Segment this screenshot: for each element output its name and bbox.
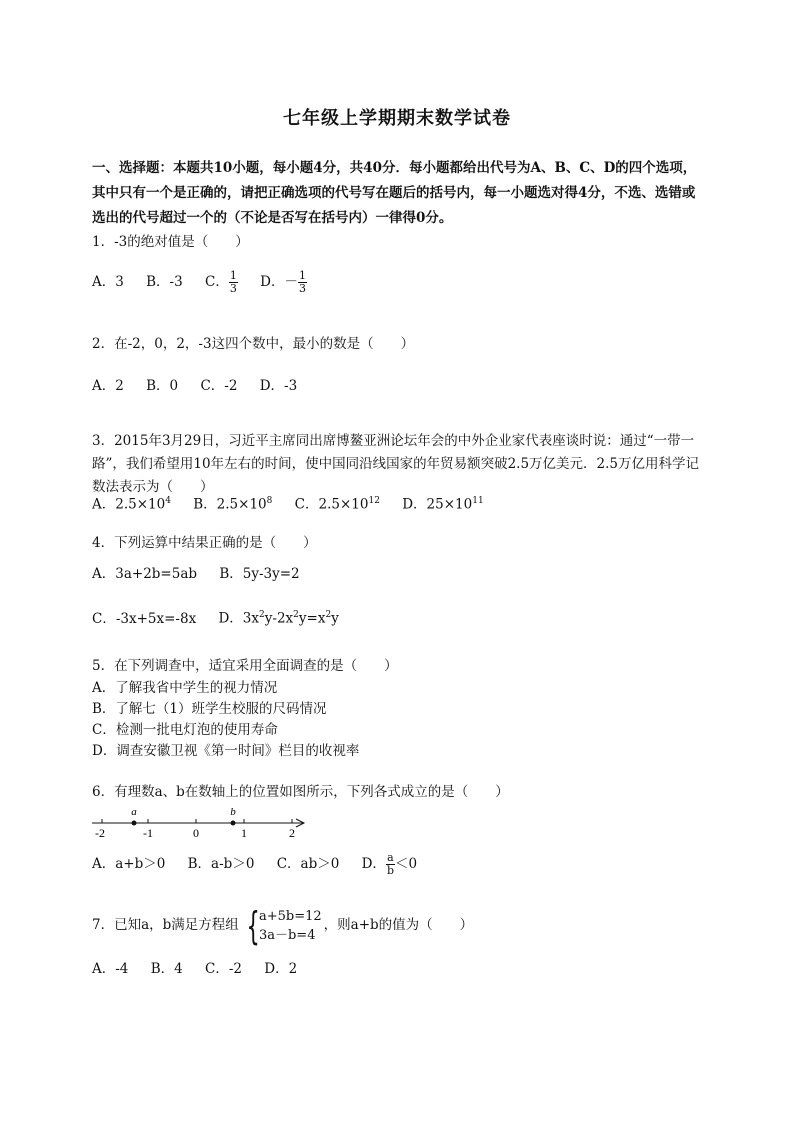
q2-option-d: D．-3: [259, 378, 298, 394]
q7-option-c: C．-2: [205, 961, 242, 977]
q3-option-c: C．$2.5\times 10^{12}$: [294, 496, 380, 513]
point-a-label: a: [131, 806, 137, 818]
q1-option-c: C． $\frac{1}{3}$: [205, 269, 237, 295]
q1-option-c-fraction: $\frac{1}{3}$: [229, 269, 237, 295]
q3-option-d: D．$25\times 10^{11}$: [402, 496, 484, 513]
question-4-options-row-2: [92, 603, 712, 631]
question-4-stem: 4．下列运算中结果正确的是（ ）: [92, 535, 317, 551]
equation-1: a+5b=12: [258, 908, 322, 924]
q6-option-c: C．ab＞0: [276, 856, 340, 872]
q1-option-d: D．－ $\frac{1}{3}$: [260, 269, 306, 295]
q5-option-b: B．了解七（1）班学生校服的尺码情况: [92, 701, 327, 717]
equation-system: [241, 903, 322, 948]
q6-option-d-fraction: $\frac{a}{b}$: [386, 851, 394, 877]
point-b-dot: [231, 821, 236, 826]
question-5-stem: 5．在下列调查中，适宜采用全面调查的是（ ）: [92, 658, 398, 674]
question-6-options: [92, 852, 712, 877]
q6-option-d: D． $\frac{a}{b}$ ＜0: [361, 851, 418, 877]
question-3-stem: 3．2015年3月29日，习近平主席同出席博鳌亚洲论坛年会的中外企业家代表座谈时说：通过“一带一路”，我们希望用10年左右的时间，使中国同沿线国家的年贸易额突破2.5万亿美元．2.5万亿用科学记数法表示为（ ）: [92, 433, 700, 495]
q2-option-c: C．-2: [200, 378, 238, 394]
q5-option-d: D．调查安徽卫视《第一时间》栏目的收视率: [92, 743, 360, 759]
q1-option-a: A．3: [92, 274, 124, 290]
q4-option-b: B．5y-3y=2: [219, 566, 300, 582]
q3-option-b: B．$2.5\times 10^8$: [193, 496, 273, 513]
question-2-stem: 2．在-2，0，2，-3这四个数中，最小的数是（ ）: [92, 336, 415, 352]
q1-option-d-fraction: $\frac{1}{3}$: [298, 269, 306, 295]
tick-label: -1: [143, 826, 153, 840]
q4-option-c: C．-3x+5x=-8x: [92, 610, 197, 627]
question-4-options-row-1: [92, 562, 712, 586]
question-1-stem: 1．-3的绝对值是（ ）: [92, 234, 249, 250]
point-a-dot: [132, 821, 137, 826]
brace-symbol: {: [246, 903, 260, 948]
q1-option-b: B．-3: [146, 274, 183, 290]
question-2-options: [92, 374, 712, 398]
question-6-stem: 6．有理数a、b在数轴上的位置如图所示，下列各式成立的是（ ）: [92, 784, 509, 800]
page-title: 七年级上学期期末数学试卷: [283, 108, 511, 129]
question-7-stem: 7．已知a，b满足方程组 { a+5b=12 3a－b=4 ，则a+b的值为（ ）: [92, 903, 474, 948]
equation-2: 3a－b=4: [258, 927, 316, 943]
q6-option-b: B．a-b＞0: [187, 856, 255, 872]
q6-option-a: A．a+b＞0: [92, 856, 166, 872]
tick-label: 1: [241, 826, 247, 840]
q5-option-a: A．了解我省中学生的视力情况: [92, 680, 278, 696]
question-3-options: [92, 489, 712, 517]
q7-option-a: A．-4: [92, 961, 129, 977]
q3-option-a: A．$2.5\times 10^4$: [92, 496, 171, 513]
q7-option-d: D．2: [264, 961, 298, 977]
q4-option-a: A．3a+2b=5ab: [92, 566, 198, 582]
q4-option-d: D．$3x^2y-2x^2y=x^2y$: [218, 610, 339, 627]
number-line-figure: [90, 802, 320, 842]
tick-label: -2: [95, 826, 105, 840]
question-1-options: [92, 270, 712, 295]
point-b-label: b: [230, 806, 236, 818]
q2-option-b: B．0: [146, 378, 179, 394]
q2-option-a: A．2: [92, 378, 124, 394]
q5-option-c: C．检测一批电灯泡的使用寿命: [92, 722, 278, 738]
question-7-options: [92, 957, 712, 981]
q7-option-b: B．4: [150, 961, 183, 977]
tick-label: 0: [193, 826, 199, 840]
section-instructions: 一、选择题：本题共10小题，每小题4分，共40分．每小题都给出代号为A、B、C、D的四个选项，其中只有一个是正确的，请把正确选项的代号写在题后的括号内，每一小题选对得4分，不选、选错或选出的代号超过一个的（不论是否写在括号内）一律得0分。: [92, 160, 697, 226]
tick-label: 2: [289, 826, 295, 840]
